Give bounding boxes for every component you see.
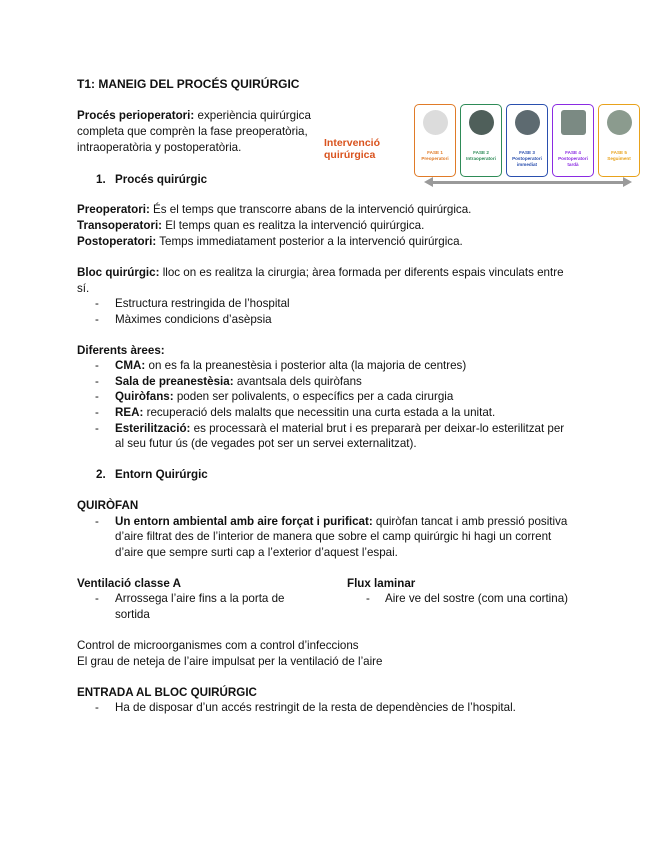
section-2-number: 2. (96, 468, 106, 481)
area-text: es processarà el material brut i es prepararà per deixar-lo esterilitzat per (193, 422, 565, 435)
phase-4-label: FASE 4 Postoperatori tardà (558, 150, 588, 167)
bloc-definition-line-2: sí. (77, 282, 90, 295)
definition-postoperatori (77, 234, 463, 250)
phase-5-card (598, 104, 640, 177)
section-1-number: 1. (96, 173, 106, 186)
area-item-cma (115, 358, 466, 374)
definition-preoperatori (77, 202, 471, 218)
bullet-dash: - (95, 390, 99, 403)
quirofan-line-2: d’aire filtrat des de l’interior de manera que sobre el camp quirúrgic hi hagi un corrent (115, 530, 552, 543)
definition-text: El temps quan es realitza la intervenció quirúrgica. (165, 219, 425, 232)
intro-term: Procés perioperatori: (77, 109, 195, 122)
bullet-dash: - (95, 422, 99, 435)
definition-term: Postoperatori: (77, 235, 157, 248)
phase-3-card (506, 104, 548, 177)
quirofan-line-1 (115, 514, 567, 530)
entrada-heading: ENTRADA AL BLOC QUIRÚRGIC (77, 686, 257, 699)
section-2-heading: Entorn Quirúrgic (115, 468, 208, 481)
phase-1-card (414, 104, 456, 177)
intro-line-3: intraoperatòria y postoperatòria. (77, 141, 242, 154)
quirofan-text: quiròfan tancat i amb pressió positiva (375, 515, 568, 528)
phase-5-image (607, 110, 632, 135)
area-term: Esterilització: (115, 422, 191, 435)
area-text: on es fa la preanestèsia i posterior alta (la majoria de centres) (148, 359, 467, 372)
bullet-dash: - (366, 592, 370, 605)
phase-4-card (552, 104, 594, 177)
bloc-definition-line-1 (77, 265, 564, 281)
control-line-1: Control de microorganismes com a control d’infeccions (77, 639, 359, 652)
bullet-dash: - (95, 701, 99, 714)
area-text: recuperació dels malalts que necessitin una curta estada a la unitat. (146, 406, 496, 419)
areas-heading: Diferents àrees: (77, 344, 165, 357)
bullet-dash: - (95, 359, 99, 372)
area-term: Sala de preanestèsia: (115, 375, 234, 388)
area-term: REA: (115, 406, 144, 419)
definition-term: Transoperatori: (77, 219, 163, 232)
phase-3-image (515, 110, 540, 135)
double-arrow-icon (432, 181, 624, 184)
phase-5-label: FASE 5 Seguiment (607, 150, 631, 161)
area-item-esterilitzacio (115, 421, 564, 437)
phase-4-image (561, 110, 586, 135)
intro-text-1: experiència quirúrgica (197, 109, 311, 122)
intro-line-1 (77, 108, 311, 124)
area-text: poden ser polivalents, o específics per a cada cirurgia (176, 390, 454, 403)
definition-term: Preoperatori: (77, 203, 150, 216)
phase-1-image (423, 110, 448, 135)
area-item-rea (115, 405, 495, 421)
ventilacio-heading: Ventilació classe A (77, 577, 181, 590)
phase-2-label: FASE 2 Intraoperatori (466, 150, 496, 161)
entrada-text: Ha de disposar d’un accés restringit de la resta de dependències de l’hospital. (115, 701, 516, 714)
control-line-2: El grau de neteja de l’aire impulsat per la ventilació de l’aire (77, 655, 383, 668)
area-term: Quiròfans: (115, 390, 174, 403)
bloc-text: lloc on es realitza la cirurgia; àrea formada per diferents espais vinculats entre (162, 266, 564, 279)
ventilacio-line-2: sortida (115, 608, 150, 621)
figure-label (324, 137, 380, 161)
quirofan-line-3: d’aire que sempre surti cap a l’exterior d’aquest l’espai. (115, 546, 398, 559)
phase-3-label: FASE 3 Postoperatori immediat (512, 150, 542, 167)
bloc-bullet-1: Estructura restringida de l’hospital (115, 297, 290, 310)
definition-transoperatori (77, 218, 424, 234)
flux-heading: Flux laminar (347, 577, 416, 590)
bloc-term: Bloc quirúrgic: (77, 266, 160, 279)
ventilacio-line-1: Arrossega l’aire fins a la porta de (115, 592, 285, 605)
flux-text: Aire ve del sostre (com una cortina) (385, 592, 568, 605)
quirofan-heading: QUIRÒFAN (77, 499, 139, 512)
area-term: CMA: (115, 359, 146, 372)
definition-text: Temps immediatament posterior a la intervenció quirúrgica. (159, 235, 463, 248)
quirofan-term: Un entorn ambiental amb aire forçat i purificat: (115, 515, 373, 528)
intro-line-2: completa que comprèn la fase preoperatòria, (77, 125, 308, 138)
bullet-dash: - (95, 592, 99, 605)
bullet-dash: - (95, 297, 99, 310)
phase-2-card (460, 104, 502, 177)
bullet-dash: - (95, 375, 99, 388)
phases-figure (414, 104, 640, 192)
figure-label-line-1: Intervenció (324, 137, 381, 149)
phase-1-label: FASE 1 Preoperatori (421, 150, 449, 161)
phase-2-image (469, 110, 494, 135)
area-item-preanestesia (115, 374, 362, 390)
area-item-esterilitzacio-cont: al seu futur ús (de vegades pot ser un servei externalitzat). (115, 437, 417, 450)
page-title: T1: MANEIG DEL PROCÉS QUIRÚRGIC (77, 77, 300, 91)
area-item-quirofans (115, 389, 453, 405)
area-text: avantsala dels quiròfans (236, 375, 362, 388)
definition-text: És el temps que transcorre abans de la intervenció quirúrgica. (153, 203, 472, 216)
bloc-bullet-2: Màximes condicions d’asèpsia (115, 313, 272, 326)
bullet-dash: - (95, 515, 99, 528)
section-1-heading: Procés quirúrgic (115, 173, 208, 186)
bullet-dash: - (95, 406, 99, 419)
figure-label-line-2: quirúrgica (324, 149, 376, 161)
bullet-dash: - (95, 313, 99, 326)
